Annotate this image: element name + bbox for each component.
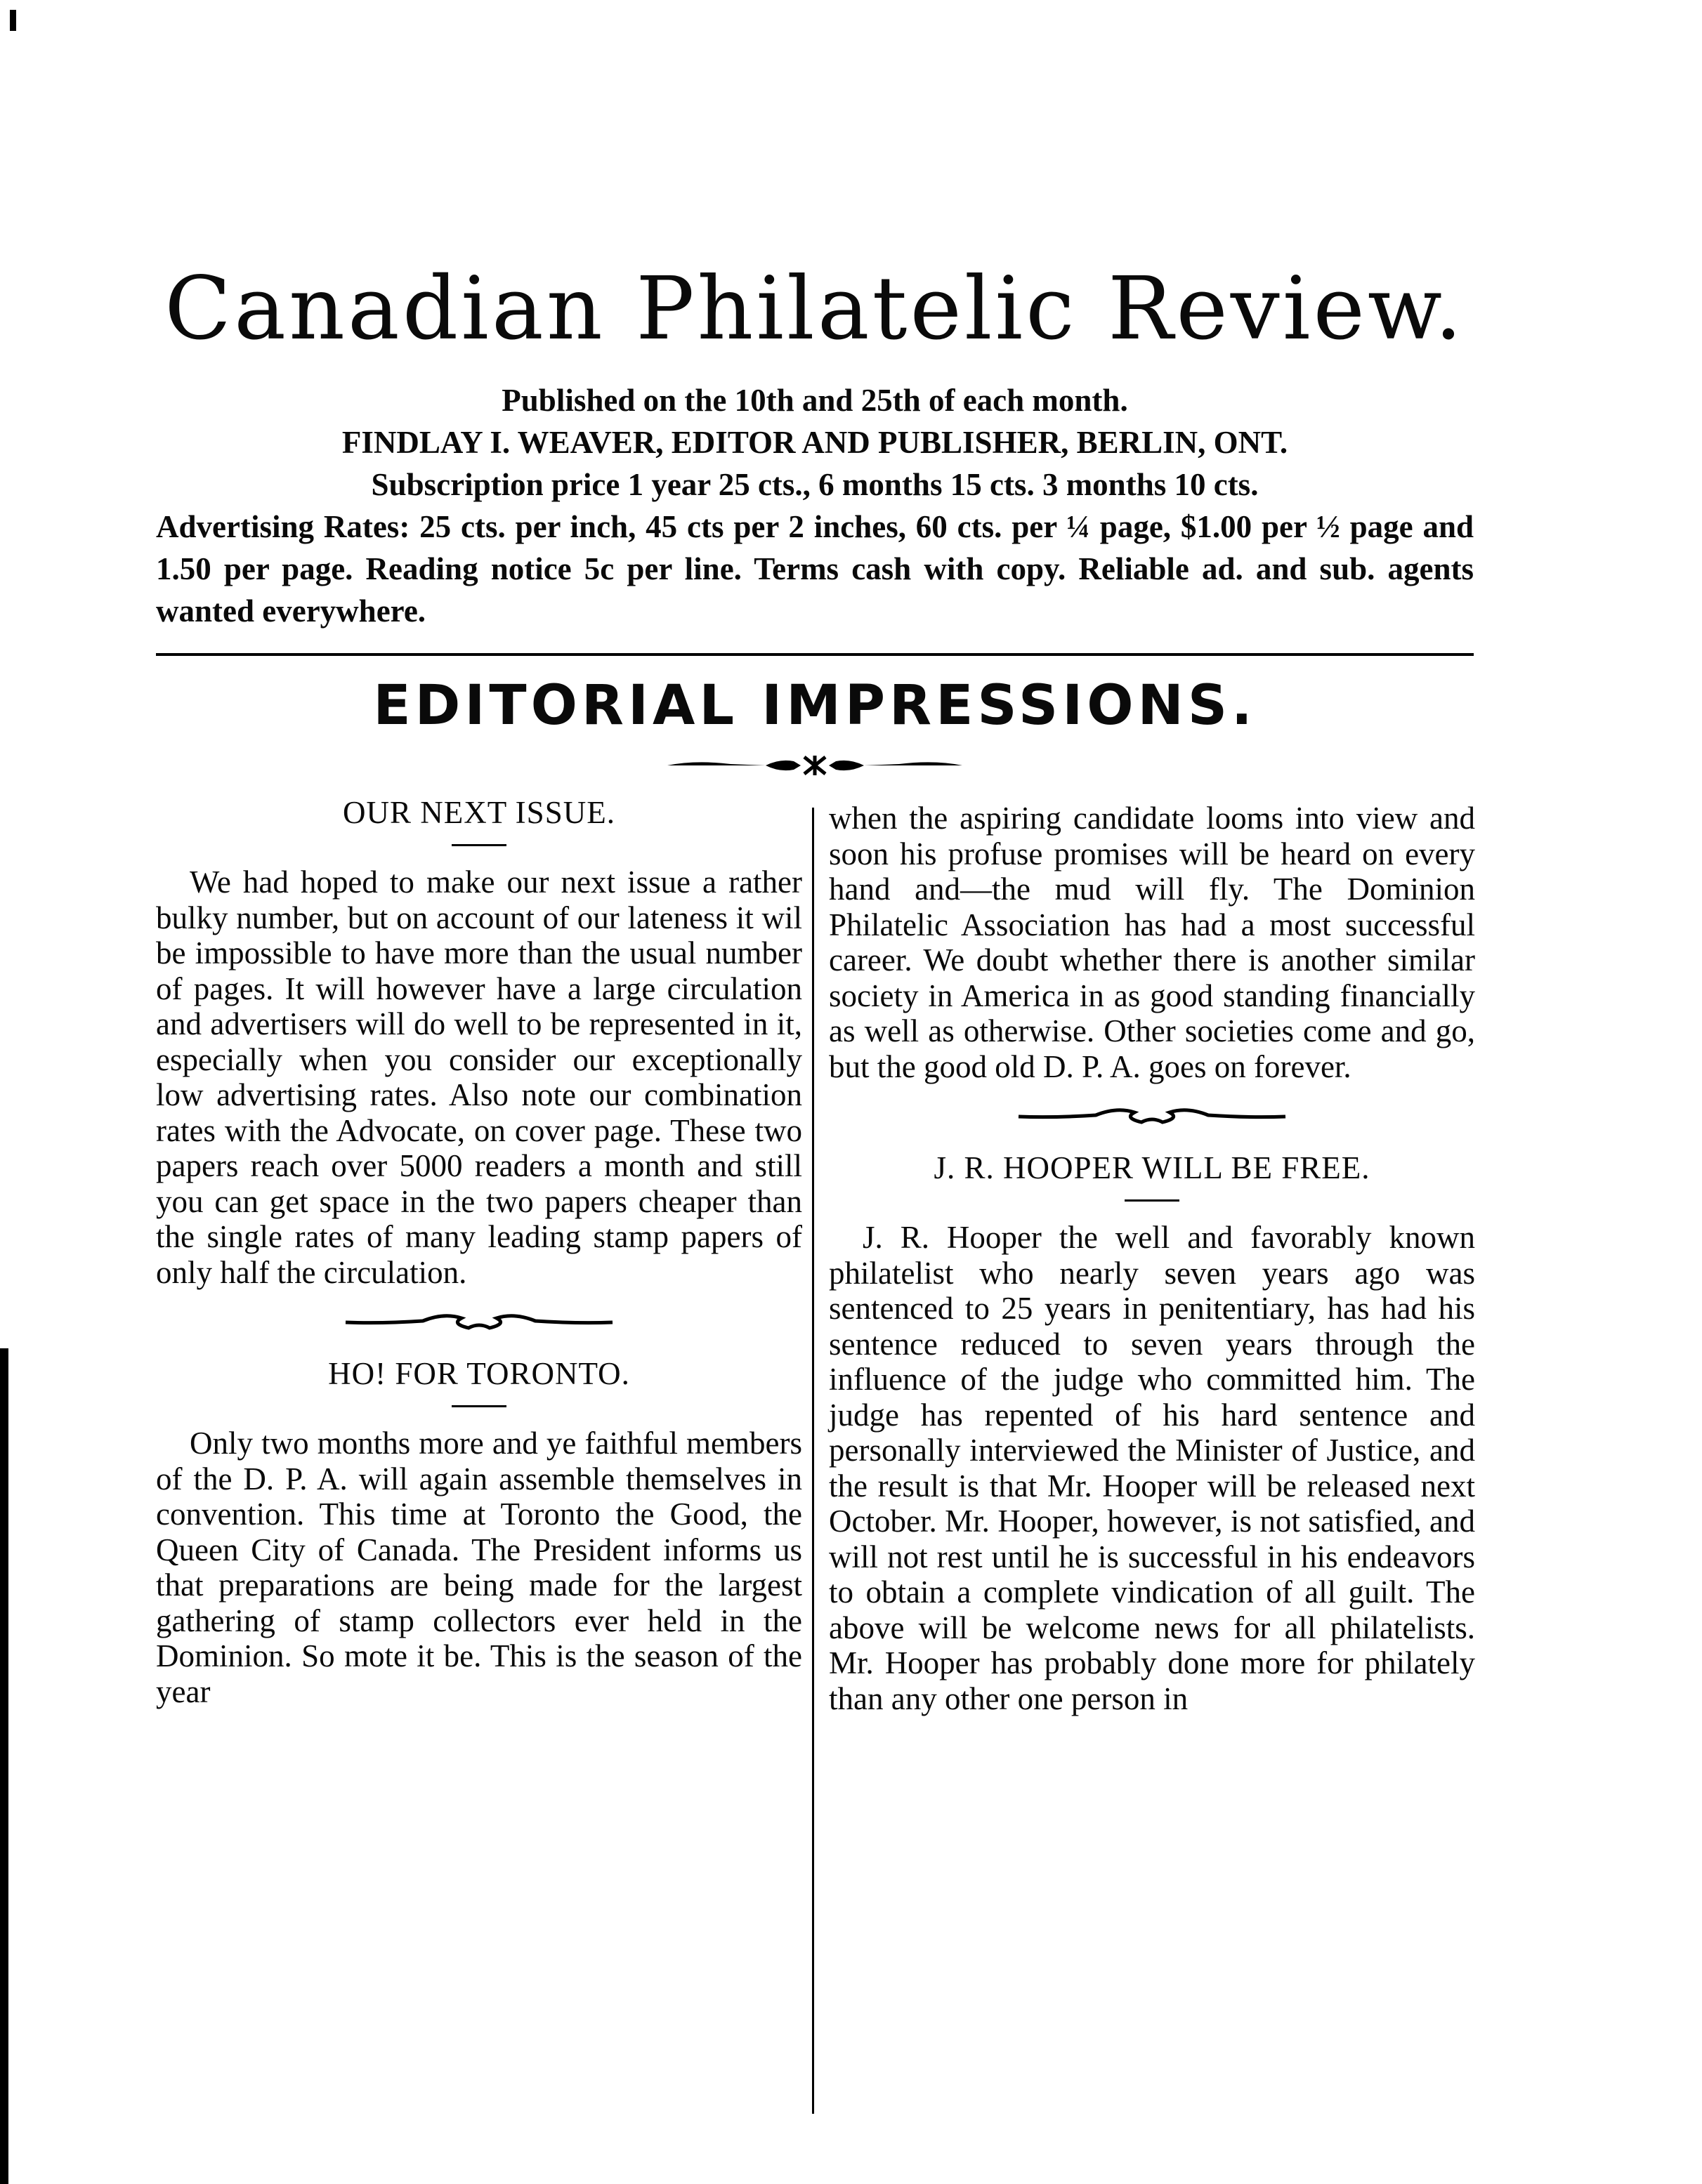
article-body-toronto-part2: when the aspiring candidate looms into view and soon his profuse promises will be heard on every hand and—the mud will fly. The Dominion Philatelic Association has had a most successful career. We doubt whether there is another similar society in America in as good standing financially as well as otherwise. Other societies come and go, but the good old D. P. A. goes on forever. [829,801,1475,1084]
article-body-toronto-part1: Only two months more and ye faithful members of the D. P. A. will again assemble themselves in convention. This time at Toronto the Good, the Queen City of Canada. The President informs us that preparations are being made for the largest gathering of stamp collectors ever held in the Dominion. So mote it be. This is the season of the year [156,1426,802,1709]
publication-info [156,379,1474,632]
section-title: EDITORIAL IMPRESSIONS. [373,674,1257,737]
heading-rule [452,844,506,846]
heading-rule [1125,1199,1179,1202]
right-column [829,801,1475,1716]
column-divider [812,808,814,2114]
article-heading-next-issue: OUR NEXT ISSUE. [343,795,615,830]
ornament-divider [339,1308,620,1336]
ornament-divider [667,751,962,779]
article-body-next-issue: We had hoped to make our next issue a rather bulky number, but on account of our lateness it wil be impossible to have more than the usual number of pages. It will however have a large circulation and advertisers will do well to be represented in it, especially when you consider our exceptionally low advertising rates. Also note our combination rates with the Advocate, on cover page. These two papers reach over 5000 readers a month and still you can get space in the two papers cheaper than the single rates of many leading stamp papers of only half the circulation. [156,864,802,1290]
advertising-rates: Advertising Rates: 25 cts. per inch, 45 cts per 2 inches, 60 cts. per ¼ page, $1.00 per ½ page and 1.50 per page. Reading notice 5c per line. Terms cash with copy. Reliable ad. and sub. agents wanted everywhere. [156,509,1474,629]
scan-edge-mark [10,10,16,31]
article-heading-toronto: HO! FOR TORONTO. [328,1356,630,1391]
editor-line: FINDLAY I. WEAVER, EDITOR AND PUBLISHER, BERLIN, ONT. [341,425,1288,460]
masthead-title: Canadian Philatelic Review. [164,258,1465,360]
article-body-hooper: J. R. Hooper the well and favorably known philatelist who nearly seven years ago was sentenced to 25 years in penitentiary, has had his sentence reduced to seven years through the influence of the judge who committed him. The judge has repented of his hard sentence and personally interviewed the Minister of Justice, and the result is that Mr. Hooper will be released next October. Mr. Hooper, however, is not satisfied, and will not rest until he is successful in his endeavors to obtain a complete vindication of all guilt. The above will be welcome news for all philatelists. Mr. Hooper has probably done more for philately than any other one person in [829,1220,1475,1716]
subscription-price: Subscription price 1 year 25 cts., 6 months 15 cts. 3 months 10 cts. [371,467,1259,502]
article-heading-hooper: J. R. HOOPER WILL BE FREE. [934,1150,1370,1185]
left-column [156,794,802,1709]
header-rule [156,653,1474,656]
scan-edge-bar [0,1348,8,2184]
ornament-divider [1012,1103,1292,1131]
publication-schedule: Published on the 10th and 25th of each month. [502,383,1128,418]
heading-rule [452,1405,506,1407]
